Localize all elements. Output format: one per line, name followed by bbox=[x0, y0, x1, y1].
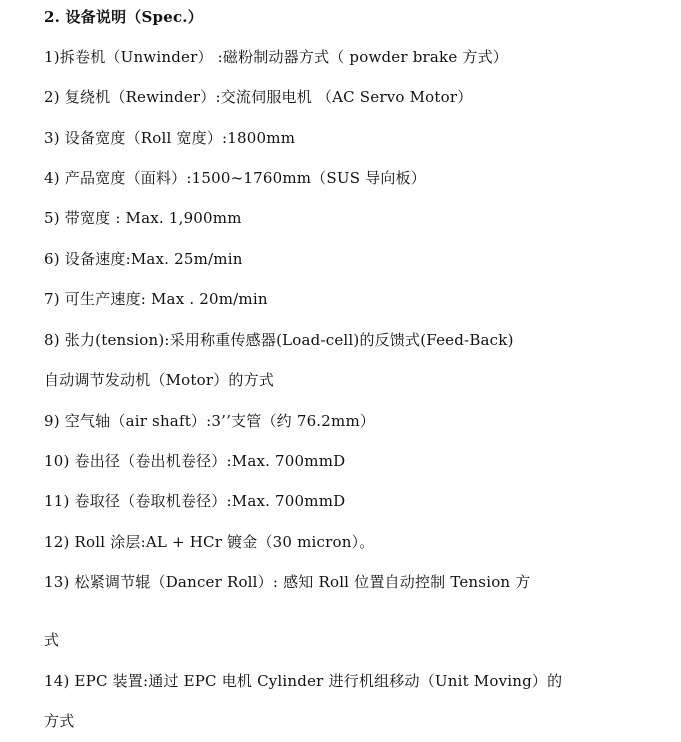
spec-line-7: 7) 可生产速度: Max . 20m/min bbox=[44, 290, 268, 308]
spec-line-14: 14) EPC 装置:通过 EPC 电机 Cylinder 进行机组移动（Unit Moving）的 bbox=[44, 672, 563, 690]
spec-line-13: 13) 松紧调节辊（Dancer Roll）: 感知 Roll 位置自动控制 Tension 方 bbox=[44, 573, 531, 591]
spec-line-2: 2) 复绕机（Rewinder）:交流伺服电机 （AC Servo Motor） bbox=[44, 88, 473, 106]
spec-line-4: 4) 产品宽度（面料）:1500~1760mm（SUS 导向板） bbox=[44, 169, 426, 187]
section-heading: 2. 设备说明（Spec.） bbox=[44, 8, 203, 26]
spec-line-9: 9) 空气轴（air shaft）:3’’支管（约 76.2mm） bbox=[44, 412, 376, 430]
spec-line-8: 8) 张力(tension):采用称重传感器(Load-cell)的反馈式(Feed-Back) bbox=[44, 331, 514, 349]
spec-line-5: 5) 带宽度 : Max. 1,900mm bbox=[44, 209, 242, 227]
spec-line-12: 12) Roll 涂层:AL + HCr 镀金（30 micron）。 bbox=[44, 533, 375, 551]
spec-line-8-continued: 自动调节发动机（Motor）的方式 bbox=[44, 371, 275, 389]
spec-line-11: 11) 卷取径（卷取机卷径）:Max. 700mmD bbox=[44, 492, 346, 510]
spec-line-1: 1)拆卷机（Unwinder） :磁粉制动器方式（ powder brake 方式） bbox=[44, 48, 508, 66]
spec-line-10: 10) 卷出径（卷出机卷径）:Max. 700mmD bbox=[44, 452, 346, 470]
spec-line-6: 6) 设备速度:Max. 25m/min bbox=[44, 250, 243, 268]
spec-line-14-continued: 方式 bbox=[44, 712, 75, 730]
spec-line-13-continued: 式 bbox=[44, 631, 60, 649]
spec-line-3: 3) 设备宽度（Roll 宽度）:1800mm bbox=[44, 129, 296, 147]
